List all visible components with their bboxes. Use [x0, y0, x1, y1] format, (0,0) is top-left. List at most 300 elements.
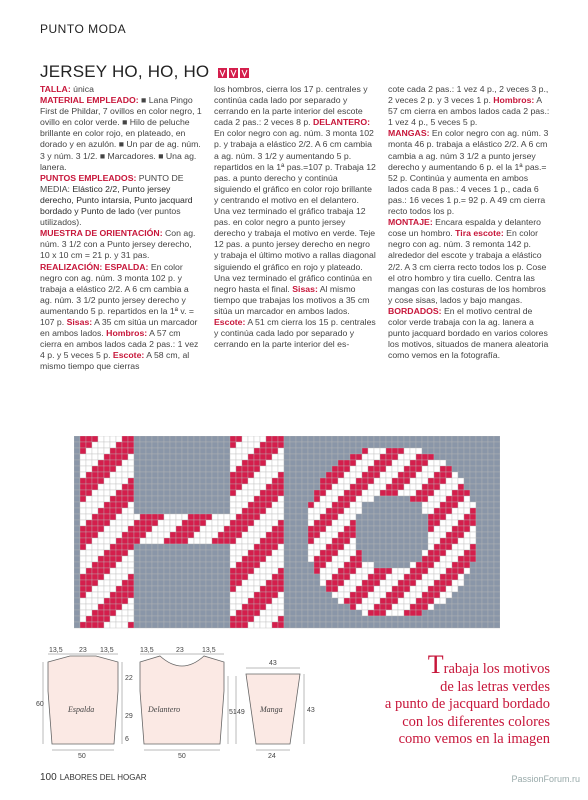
chart-cell: [218, 520, 224, 526]
chart-cell: [224, 544, 230, 550]
chart-cell: [410, 496, 416, 502]
chart-cell: [386, 526, 392, 532]
chart-cell: [350, 520, 356, 526]
chart-cell: [434, 592, 440, 598]
chart-cell: [152, 442, 158, 448]
chart-cell: [194, 586, 200, 592]
chart-cell: [380, 478, 386, 484]
chart-cell: [320, 562, 326, 568]
chart-cell: [92, 562, 98, 568]
chart-cell: [74, 592, 80, 598]
chart-cell: [482, 448, 488, 454]
chart-cell: [404, 472, 410, 478]
chart-cell: [464, 616, 470, 622]
chart-cell: [344, 502, 350, 508]
magazine-name: LABORES DEL HOGAR: [59, 773, 147, 782]
chart-cell: [482, 538, 488, 544]
chart-cell: [248, 604, 254, 610]
chart-cell: [116, 526, 122, 532]
chart-cell: [476, 568, 482, 574]
chart-cell: [278, 460, 284, 466]
label-mangas: MANGAS:: [388, 128, 430, 139]
chart-cell: [410, 538, 416, 544]
page-title-text: JERSEY HO, HO, HO: [40, 62, 210, 81]
chart-cell: [200, 520, 206, 526]
chart-cell: [104, 520, 110, 526]
chart-cell: [458, 484, 464, 490]
chart-cell: [386, 508, 392, 514]
chart-cell: [92, 616, 98, 622]
chart-cell: [284, 532, 290, 538]
chart-cell: [446, 532, 452, 538]
column-2: [214, 84, 376, 372]
chart-cell: [452, 448, 458, 454]
chart-cell: [320, 520, 326, 526]
chart-cell: [332, 460, 338, 466]
chart-cell: [338, 436, 344, 442]
chart-cell: [350, 448, 356, 454]
chart-cell: [398, 484, 404, 490]
chart-cell: [374, 544, 380, 550]
chart-cell: [260, 544, 266, 550]
chart-cell: [302, 448, 308, 454]
chart-cell: [404, 622, 410, 628]
chart-cell: [344, 616, 350, 622]
chart-cell: [104, 604, 110, 610]
chart-cell: [224, 526, 230, 532]
chart-cell: [494, 454, 500, 460]
chart-cell: [230, 562, 236, 568]
chart-cell: [386, 472, 392, 478]
chart-cell: [80, 508, 86, 514]
chart-cell: [122, 586, 128, 592]
chart-cell: [212, 592, 218, 598]
chart-cell: [206, 526, 212, 532]
text: A 35 cm sitúa un marcador en ambos lados.: [40, 316, 198, 339]
chart-cell: [476, 586, 482, 592]
dim-delantero-bottom: 50: [178, 753, 186, 760]
chart-cell: [290, 454, 296, 460]
chart-cell: [242, 538, 248, 544]
chart-cell: [146, 568, 152, 574]
chart-cell: [140, 616, 146, 622]
chart-cell: [488, 598, 494, 604]
chart-cell: [152, 556, 158, 562]
chart-cell: [440, 580, 446, 586]
chart-cell: [308, 538, 314, 544]
chart-cell: [272, 460, 278, 466]
chart-cell: [188, 550, 194, 556]
chart-cell: [206, 484, 212, 490]
chart-cell: [122, 508, 128, 514]
chart-cell: [464, 562, 470, 568]
chart-cell: [128, 466, 134, 472]
chart-cell: [476, 460, 482, 466]
chart-cell: [248, 436, 254, 442]
chart-cell: [290, 586, 296, 592]
chart-cell: [368, 466, 374, 472]
chart-cell: [248, 580, 254, 586]
chart-cell: [110, 550, 116, 556]
chart-cell: [296, 508, 302, 514]
chart-cell: [98, 448, 104, 454]
chart-cell: [104, 490, 110, 496]
chart-cell: [482, 472, 488, 478]
chart-cell: [302, 580, 308, 586]
chart-cell: [374, 598, 380, 604]
chart-cell: [386, 556, 392, 562]
chart-cell: [134, 526, 140, 532]
chart-cell: [128, 532, 134, 538]
chart-cell: [128, 550, 134, 556]
chart-cell: [314, 598, 320, 604]
chart-cell: [338, 526, 344, 532]
chart-cell: [440, 472, 446, 478]
chart-cell: [404, 556, 410, 562]
chart-cell: [362, 526, 368, 532]
chart-cell: [98, 442, 104, 448]
chart-cell: [332, 616, 338, 622]
chart-cell: [176, 520, 182, 526]
chart-cell: [404, 466, 410, 472]
chart-cell: [422, 622, 428, 628]
chart-cell: [494, 550, 500, 556]
chart-cell: [116, 436, 122, 442]
chart-cell: [404, 550, 410, 556]
chart-cell: [404, 586, 410, 592]
chart-cell: [350, 466, 356, 472]
chart-cell: [200, 478, 206, 484]
chart-cell: [302, 484, 308, 490]
chart-cell: [116, 478, 122, 484]
chart-cell: [458, 550, 464, 556]
chart-cell: [122, 460, 128, 466]
chart-cell: [392, 472, 398, 478]
chart-cell: [428, 496, 434, 502]
chart-cell: [332, 580, 338, 586]
chart-cell: [356, 622, 362, 628]
chart-cell: [98, 508, 104, 514]
text: A 57 cm cierra en ambos lados cada 2 pas.: 1 vez 4 p. y 5 veces 5 p.: [40, 328, 199, 361]
chart-cell: [308, 508, 314, 514]
chart-cell: [356, 556, 362, 562]
chart-cell: [164, 616, 170, 622]
chart-cell: [362, 568, 368, 574]
chart-cell: [410, 526, 416, 532]
chart-cell: [464, 520, 470, 526]
chart-cell: [482, 580, 488, 586]
chart-cell: [458, 526, 464, 532]
chart-cell: [98, 622, 104, 628]
chart-cell: [338, 478, 344, 484]
chart-cell: [128, 460, 134, 466]
chart-cell: [446, 550, 452, 556]
chart-cell: [476, 490, 482, 496]
chart-cell: [248, 550, 254, 556]
chart-cell: [440, 466, 446, 472]
chart-cell: [80, 592, 86, 598]
chart-cell: [248, 514, 254, 520]
chart-cell: [92, 460, 98, 466]
chart-cell: [326, 520, 332, 526]
chart-cell: [470, 562, 476, 568]
knitting-chart: [74, 436, 500, 630]
chart-cell: [200, 538, 206, 544]
chart-cell: [290, 592, 296, 598]
chart-cell: [368, 550, 374, 556]
chart-cell: [422, 436, 428, 442]
chart-cell: [422, 610, 428, 616]
chart-cell: [164, 484, 170, 490]
chart-cell: [260, 556, 266, 562]
chart-cell: [416, 436, 422, 442]
chart-cell: [440, 622, 446, 628]
chart-cell: [428, 466, 434, 472]
chart-cell: [392, 514, 398, 520]
chart-cell: [458, 466, 464, 472]
chart-cell: [200, 550, 206, 556]
chart-cell: [320, 436, 326, 442]
chart-cell: [368, 514, 374, 520]
chart-cell: [212, 574, 218, 580]
chart-cell: [98, 490, 104, 496]
chart-cell: [236, 616, 242, 622]
chart-cell: [224, 586, 230, 592]
chart-cell: [182, 442, 188, 448]
chart-cell: [254, 496, 260, 502]
chart-cell: [74, 484, 80, 490]
chart-cell: [398, 472, 404, 478]
chart-cell: [314, 484, 320, 490]
chart-cell: [188, 586, 194, 592]
chart-cell: [194, 622, 200, 628]
chart-cell: [200, 508, 206, 514]
chart-cell: [476, 574, 482, 580]
chart-cell: [374, 490, 380, 496]
manga-diagram: [246, 660, 315, 760]
chart-cell: [464, 574, 470, 580]
chart-cell: [488, 586, 494, 592]
chart-cell: [380, 496, 386, 502]
chart-cell: [194, 580, 200, 586]
dim-espalda-right-3: 6: [125, 736, 129, 743]
chart-cell: [362, 556, 368, 562]
chart-cell: [80, 520, 86, 526]
chart-cell: [146, 604, 152, 610]
chart-cell: [74, 586, 80, 592]
chart-cell: [206, 562, 212, 568]
chart-cell: [458, 448, 464, 454]
chart-cell: [230, 514, 236, 520]
chart-cell: [122, 472, 128, 478]
chart-cell: [146, 580, 152, 586]
chart-cell: [278, 484, 284, 490]
column-3: [388, 84, 550, 372]
chart-cell: [488, 484, 494, 490]
chart-cell: [452, 538, 458, 544]
chart-cell: [290, 448, 296, 454]
chart-cell: [224, 442, 230, 448]
chart-cell: [224, 604, 230, 610]
chart-cell: [164, 610, 170, 616]
chart-cell: [128, 490, 134, 496]
chart-cell: [80, 616, 86, 622]
chart-cell: [236, 520, 242, 526]
chart-cell: [332, 544, 338, 550]
chart-cell: [338, 622, 344, 628]
chart-cell: [398, 604, 404, 610]
chart-cell: [230, 532, 236, 538]
chart-cell: [422, 574, 428, 580]
chart-cell: [230, 496, 236, 502]
chart-cell: [212, 466, 218, 472]
chart-cell: [488, 616, 494, 622]
chart-cell: [146, 466, 152, 472]
chart-cell: [350, 598, 356, 604]
chart-cell: [116, 532, 122, 538]
chart-cell: [296, 514, 302, 520]
chart-cell: [446, 436, 452, 442]
chart-cell: [290, 610, 296, 616]
chart-cell: [350, 616, 356, 622]
chart-cell: [326, 586, 332, 592]
chart-cell: [452, 550, 458, 556]
chart-cell: [254, 526, 260, 532]
chart-cell: [116, 520, 122, 526]
chart-cell: [182, 520, 188, 526]
chart-cell: [482, 604, 488, 610]
chart-cell: [296, 502, 302, 508]
chart-cell: [134, 556, 140, 562]
chart-cell: [134, 586, 140, 592]
chart-cell: [320, 538, 326, 544]
chart-cell: [374, 574, 380, 580]
text: Encara espalda y delantero cose un hombro.: [388, 217, 541, 239]
chart-cell: [278, 466, 284, 472]
chart-cell: [110, 544, 116, 550]
chart-cell: [128, 604, 134, 610]
chart-cell: [248, 538, 254, 544]
chart-cell: [332, 598, 338, 604]
chart-cell: [278, 532, 284, 538]
chart-cell: [158, 526, 164, 532]
chart-cell: [458, 610, 464, 616]
chart-cell: [344, 448, 350, 454]
chart-cell: [128, 502, 134, 508]
chart-cell: [116, 556, 122, 562]
chart-cell: [344, 514, 350, 520]
chart-cell: [86, 604, 92, 610]
chart-cell: [470, 520, 476, 526]
chart-cell: [266, 502, 272, 508]
chart-cell: [344, 592, 350, 598]
chart-cell: [152, 454, 158, 460]
chart-cell: [194, 436, 200, 442]
chart-cell: [470, 478, 476, 484]
chart-cell: [188, 484, 194, 490]
chart-cell: [488, 478, 494, 484]
chart-cell: [86, 556, 92, 562]
chart-cell: [284, 448, 290, 454]
chart-cell: [404, 484, 410, 490]
chart-cell: [308, 586, 314, 592]
chart-cell: [416, 472, 422, 478]
chart-cell: [350, 454, 356, 460]
chart-cell: [458, 586, 464, 592]
chart-cell: [350, 496, 356, 502]
chart-cell: [398, 520, 404, 526]
chart-cell: [380, 550, 386, 556]
chart-cell: [488, 448, 494, 454]
chart-cell: [230, 586, 236, 592]
chart-cell: [392, 574, 398, 580]
chart-cell: [224, 466, 230, 472]
text: En color negro con ag. núm. 3 monta 102 p. y trabaja a elástico 2/2. A 6 cm cambia a ag. núm. 3 1/2 punto jersey derecho y aumentando 5 p. repartidos en la 1ª v. = 107 p.: [40, 261, 194, 327]
chart-cell: [266, 562, 272, 568]
chart-cell: [140, 622, 146, 628]
chart-cell: [248, 592, 254, 598]
chart-cell: [476, 532, 482, 538]
chart-cell: [476, 436, 482, 442]
chart-cell: [182, 532, 188, 538]
chart-cell: [146, 508, 152, 514]
chart-cell: [368, 598, 374, 604]
chart-cell: [344, 466, 350, 472]
chart-cell: [272, 622, 278, 628]
chart-cell: [218, 538, 224, 544]
chart-cell: [302, 472, 308, 478]
chart-cell: [446, 448, 452, 454]
chart-cell: [392, 604, 398, 610]
chart-cell: [188, 580, 194, 586]
chart-cell: [236, 604, 242, 610]
chart-cell: [362, 604, 368, 610]
chart-cell: [146, 550, 152, 556]
chart-cell: [260, 466, 266, 472]
chart-cell: [320, 544, 326, 550]
chart-cell: [308, 544, 314, 550]
chart-cell: [338, 472, 344, 478]
chart-cell: [236, 580, 242, 586]
chart-cell: [434, 460, 440, 466]
chart-cell: [356, 436, 362, 442]
chart-cell: [404, 520, 410, 526]
chart-cell: [128, 508, 134, 514]
chart-cell: [158, 562, 164, 568]
chart-cell: [386, 622, 392, 628]
chart-cell: [272, 490, 278, 496]
chart-cell: [86, 514, 92, 520]
chart-cell: [158, 496, 164, 502]
chart-cell: [494, 514, 500, 520]
chart-cell: [452, 496, 458, 502]
chart-cell: [128, 592, 134, 598]
chart-cell: [218, 556, 224, 562]
chart-cell: [416, 526, 422, 532]
chart-cell: [248, 532, 254, 538]
chart-cell: [176, 622, 182, 628]
chart-cell: [476, 466, 482, 472]
chart-cell: [230, 508, 236, 514]
chart-cell: [302, 454, 308, 460]
chart-cell: [326, 460, 332, 466]
quote-line: de las letras verdes: [440, 678, 550, 695]
chart-cell: [302, 556, 308, 562]
chart-cell: [428, 592, 434, 598]
chart-cell: [308, 484, 314, 490]
chart-cell: [464, 610, 470, 616]
chart-cell: [302, 538, 308, 544]
